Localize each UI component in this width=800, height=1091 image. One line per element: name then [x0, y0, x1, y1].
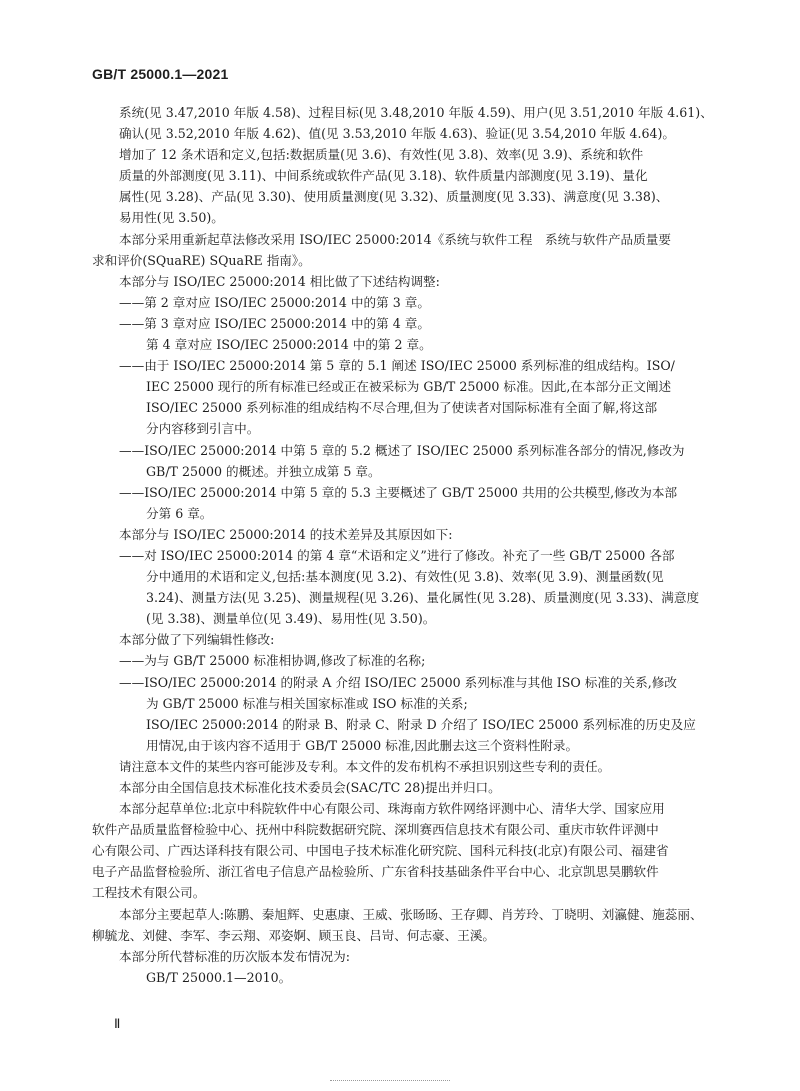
- text-line: GB/T 25000.1—2010。: [146, 969, 292, 985]
- text-line: 本部分做了下列编辑性修改:: [119, 632, 275, 648]
- text-line: 本部分与 ISO/IEC 25000:2014 相比做了下述结构调整:: [119, 273, 440, 289]
- text-line: 确认(见 3.52,2010 年版 4.62)、值(见 3.53,2010 年版 4.63)、验证(见 3.54,2010 年版 4.64)。: [119, 126, 676, 142]
- text-line: 分第 6 章。: [146, 505, 213, 521]
- text-line: (见 3.38)、测量单位(见 3.49)、易用性(见 3.50)。: [146, 611, 436, 627]
- text-line: ——ISO/IEC 25000:2014 中第 5 章的 5.3 主要概述了 GB/T 25000 共用的公共模型,修改为本部: [119, 484, 678, 500]
- text-line: ——第 2 章对应 ISO/IEC 25000:2014 中的第 3 章。: [119, 294, 430, 310]
- text-line: 心有限公司、广西达译科技有限公司、中国电子技术标准化研究院、国科元科技(北京)有限公司、福建省: [92, 843, 669, 859]
- text-line: ——第 3 章对应 ISO/IEC 25000:2014 中的第 4 章。: [119, 315, 430, 331]
- page-number: Ⅱ: [114, 1016, 121, 1031]
- text-line: 3.24)、测量方法(见 3.25)、测量规程(见 3.26)、量化属性(见 3.28)、质量测度(见 3.33)、满意度: [146, 590, 700, 606]
- text-line: 工程技术有限公司。: [92, 885, 206, 901]
- text-line: 系统(见 3.47,2010 年版 4.58)、过程目标(见 3.48,2010 年版 4.59)、用户(见 3.51,2010 年版 4.61)、: [119, 105, 713, 120]
- text-line: 本部分与 ISO/IEC 25000:2014 的技术差异及其原因如下:: [119, 526, 453, 542]
- text-line: 易用性(见 3.50)。: [119, 210, 224, 226]
- text-line: 柳毓龙、刘健、李军、李云翔、邓姿婀、顾玉良、吕岢、何志豪、王溪。: [92, 927, 495, 943]
- text-line: ——由于 ISO/IEC 25000:2014 第 5 章的 5.1 阐述 ISO/IEC 25000 系列标准的组成结构。ISO/: [119, 358, 675, 374]
- text-line: 本部分所代替标准的历次版本发布情况为:: [119, 948, 350, 964]
- text-line: 用情况,由于该内容不适用于 GB/T 25000 标准,因此删去这三个资料性附录。: [146, 737, 579, 753]
- text-line: 为 GB/T 25000 标准与相关国家标准或 ISO 标准的关系;: [146, 695, 468, 711]
- text-line: 属性(见 3.28)、产品(见 3.30)、使用质量测度(见 3.32)、质量测度(见 3.33)、满意度(见 3.38)、: [119, 189, 669, 205]
- text-line: 电子产品监督检验所、浙江省电子信息产品检验所、广东省科技基础条件平台中心、北京凯思昊鹏软件: [92, 864, 659, 880]
- text-line: 本部分采用重新起草法修改采用 ISO/IEC 25000:2014《系统与软件工程 系统与软件产品质量要: [119, 231, 671, 247]
- text-line: 质量的外部测度(见 3.11)、中间系统或软件产品(见 3.18)、软件质量内部测度(见 3.19)、量化: [119, 168, 648, 184]
- text-line: ——对 ISO/IEC 25000:2014 的第 4 章“术语和定义”进行了修改。补充了一些 GB/T 25000 各部: [119, 547, 675, 563]
- document-body: [92, 102, 722, 988]
- text-line: 本部分主要起草人:陈鹏、秦旭辉、史惠康、王威、张旸旸、王存卿、肖芳玲、丁晓明、刘瀛健、施蕊丽、: [119, 906, 703, 922]
- text-line: ——为与 GB/T 25000 标准相协调,修改了标准的名称;: [119, 653, 426, 669]
- text-line: IEC 25000 现行的所有标准已经或正在被采标为 GB/T 25000 标准。因此,在本部分正文阐述: [146, 379, 672, 395]
- text-line: ——ISO/IEC 25000:2014 中第 5 章的 5.2 概述了 ISO/IEC 25000 系列标准各部分的情况,修改为: [119, 442, 685, 458]
- text-line: 软件产品质量监督检验中心、抚州中科院数据研究院、深圳赛西信息技术有限公司、重庆市软件评测中: [92, 822, 659, 838]
- standard-code-header: GB/T 25000.1—2021: [92, 66, 229, 82]
- footer-divider: [330, 1080, 450, 1087]
- text-line: 增加了 12 条术语和定义,包括:数据质量(见 3.6)、有效性(见 3.8)、效率(见 3.9)、系统和软件: [119, 147, 644, 163]
- text-line: 本部分起草单位:北京中科院软件中心有限公司、珠海南方软件网络评测中心、清华大学、国家应用: [119, 801, 665, 817]
- text-line: ISO/IEC 25000 系列标准的组成结构不尽合理,但为了使读者对国际标准有全面了解,将这部: [146, 400, 658, 416]
- text-line: 求和评价(SQuaRE) SQuaRE 指南》。: [92, 252, 311, 268]
- text-line: 请注意本文件的某些内容可能涉及专利。本文件的发布机构不承担识别这些专利的责任。: [119, 758, 611, 774]
- text-line: ——ISO/IEC 25000:2014 的附录 A 介绍 ISO/IEC 25000 系列标准与其他 ISO 标准的关系,修改: [119, 674, 677, 690]
- text-line: GB/T 25000 的概述。并独立成第 5 章。: [146, 463, 381, 479]
- text-line: ISO/IEC 25000:2014 的附录 B、附录 C、附录 D 介绍了 ISO/IEC 25000 系列标准的历史及应: [146, 716, 696, 732]
- text-line: 分中通用的术语和定义,包括:基本测度(见 3.2)、有效性(见 3.8)、效率(见 3.9)、测量函数(见: [146, 569, 664, 585]
- text-line: 第 4 章对应 ISO/IEC 25000:2014 中的第 2 章。: [146, 337, 432, 353]
- text-line: 本部分由全国信息技术标准化技术委员会(SAC/TC 28)提出并归口。: [119, 780, 501, 795]
- text-line: 分内容移到引言中。: [146, 421, 260, 437]
